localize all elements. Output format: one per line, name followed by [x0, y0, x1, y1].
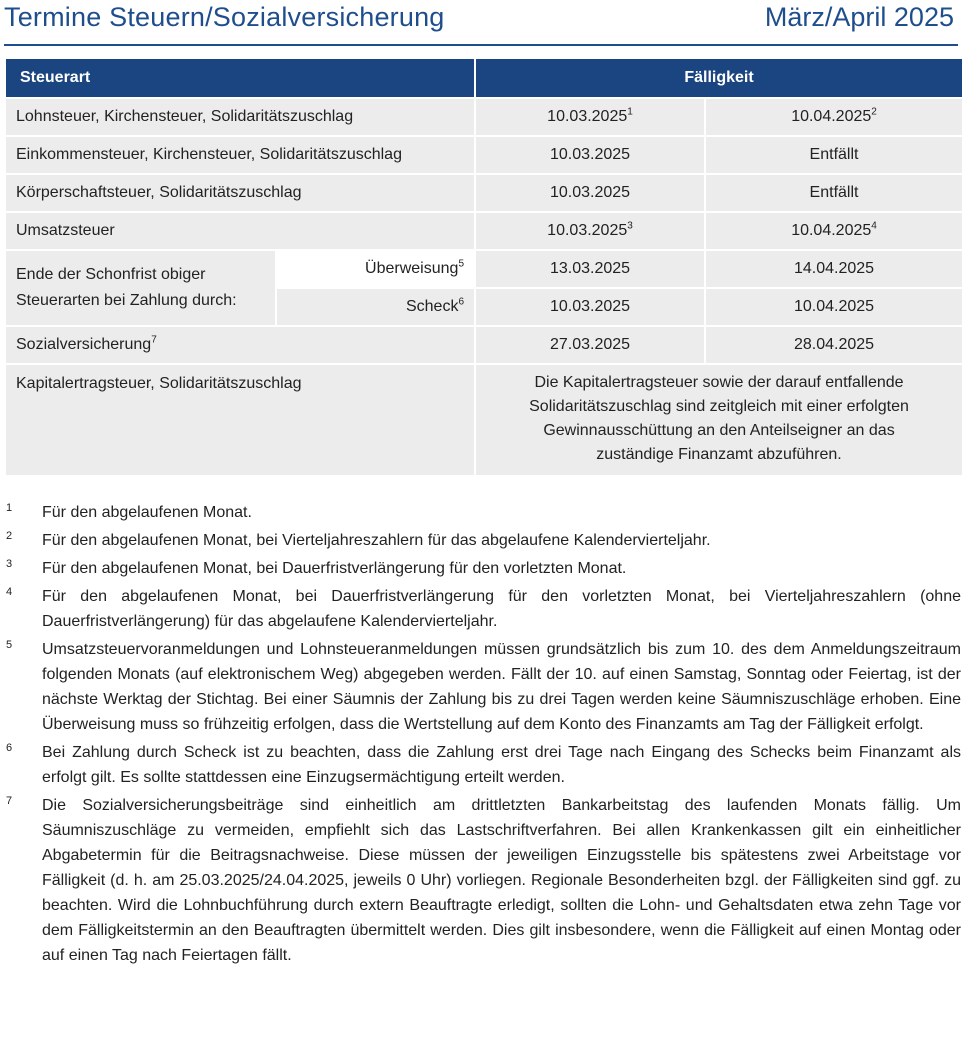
schonfrist-label: Ende der Schonfrist obiger Steuerarten bei Zahlung durch: [6, 251, 275, 325]
date-march: 10.03.2025$^3$ [476, 213, 704, 249]
page-header [0, 0, 966, 48]
period-label: März/April 2025 [764, 2, 954, 32]
date-april: 10.04.2025$^2$ [706, 99, 962, 135]
date-april: 10.04.2025$^4$ [706, 213, 962, 249]
footnote: 6 Bei Zahlung durch Scheck ist zu beachten, dass die Zahlung erst drei Tage nach Eingang des Schecks beim Finanzamt als erfolgt gilt. Es sollte stattdessen eine Einzugsermächtigung erteilt werden. [6, 742, 961, 786]
ueberweisung-label: Überweisung$^5$ [277, 251, 474, 287]
date-march: 10.03.2025$^1$ [476, 99, 704, 135]
table-row [6, 365, 962, 475]
table-row [6, 327, 962, 363]
date-march: 10.03.2025 [476, 289, 704, 325]
footnote: 5 Umsatzsteuervoranmeldungen und Lohnsteueranmeldungen müssen grundsätzlich bis zum 10. des dem Anmeldungszeitraum folgenden Monats (auf elektronischem Weg) abgegeben werden. Fällt der 10. auf einen Samstag, Sonntag oder Feiertag, ist der nächste Werktag der Stichtag. Bei einer Säumnis der Zahlung bis zu drei Tagen werden keine Säumniszuschläge erhoben. Eine Überweisung muss so frühzeitig erfolgen, dass die Wertstellung auf dem Konto des Finanzamts am Tag der Fälligkeit erfolgt. [6, 639, 961, 733]
row-label: Umsatzsteuer [6, 213, 474, 249]
row-label: Einkommensteuer, Kirchensteuer, Solidaritätszuschlag [6, 137, 474, 173]
col-header-faelligkeit: Fälligkeit [476, 59, 962, 97]
table-row [6, 99, 962, 135]
footnote: 2 Für den abgelaufenen Monat, bei Vierteljahreszahlern für das abgelaufene Kalendervierteljahr. [6, 530, 711, 549]
date-april: 10.04.2025 [706, 289, 962, 325]
tax-deadline-table [4, 57, 964, 477]
kapitalertrag-note: Die Kapitalertragsteuer sowie der darauf entfallende Solidaritätszuschlag sind zeitgleich mit einer erfolgten Gewinnausschüttung an den Anteilseigner an das zuständige Finanzamt abzuführen. [476, 365, 962, 475]
date-april: 14.04.2025 [706, 251, 962, 287]
footnote: 4 Für den abgelaufenen Monat, bei Dauerfristverlängerung für den vorletzten Monat, bei Vierteljahreszahlern (ohne Dauerfristverlängerung) für das abgelaufene Kalendervierteljahr. [6, 586, 961, 630]
footnote: 3 Für den abgelaufenen Monat, bei Dauerfristverlängerung für den vorletzten Monat. [6, 558, 627, 577]
row-label: Sozialversicherung$^7$ [6, 327, 474, 363]
table-row [6, 137, 962, 173]
col-header-steuerart: Steuerart [6, 59, 474, 97]
date-april: Entfällt [706, 175, 962, 211]
footnote: 1 Für den abgelaufenen Monat. [6, 502, 252, 521]
row-label: Lohnsteuer, Kirchensteuer, Solidaritätszuschlag [6, 99, 474, 135]
table-row-schonfrist-ueberweisung [6, 251, 962, 287]
scheck-label: Scheck$^6$ [277, 289, 474, 325]
date-march: 27.03.2025 [476, 327, 704, 363]
header-divider [4, 44, 958, 46]
footnotes [6, 500, 961, 971]
date-april: 28.04.2025 [706, 327, 962, 363]
date-march: 13.03.2025 [476, 251, 704, 287]
page-title: Termine Steuern/Sozialversicherung [4, 2, 445, 32]
table-header-row [6, 59, 962, 97]
date-march: 10.03.2025 [476, 175, 704, 211]
date-april: Entfällt [706, 137, 962, 173]
table-row [6, 175, 962, 211]
table-row [6, 213, 962, 249]
row-label: Kapitalertragsteuer, Solidaritätszuschlag [6, 365, 474, 475]
date-march: 10.03.2025 [476, 137, 704, 173]
row-label: Körperschaftsteuer, Solidaritätszuschlag [6, 175, 474, 211]
footnote: 7 Die Sozialversicherungsbeiträge sind einheitlich am drittletzten Bankarbeitstag des laufenden Monats fällig. Um Säumniszuschläge zu vermeiden, empfiehlt sich das Lastschriftverfahren. Bei allen Krankenkassen gilt ein einheitlicher Abgabetermin für die Beitragsnachweise. Diese müssen der jeweiligen Einzugsstelle bis spätestens zwei Arbeitstage vor Fälligkeit (d. h. am 25.03.2025/24.04.2025, jeweils 0 Uhr) vorliegen. Regionale Besonderheiten bzgl. der Fälligkeiten sind ggf. zu beachten. Wird die Lohnbuchführung durch extern Beauftragte erledigt, sollten die Lohn- und Gehaltsdaten etwa zehn Tage vor dem Fälligkeitstermin an den Beauftragten übermittelt werden. Dies gilt insbesondere, wenn die Fälligkeit auf einen Montag oder auf einen Tag nach Feiertagen fällt. [6, 795, 961, 964]
